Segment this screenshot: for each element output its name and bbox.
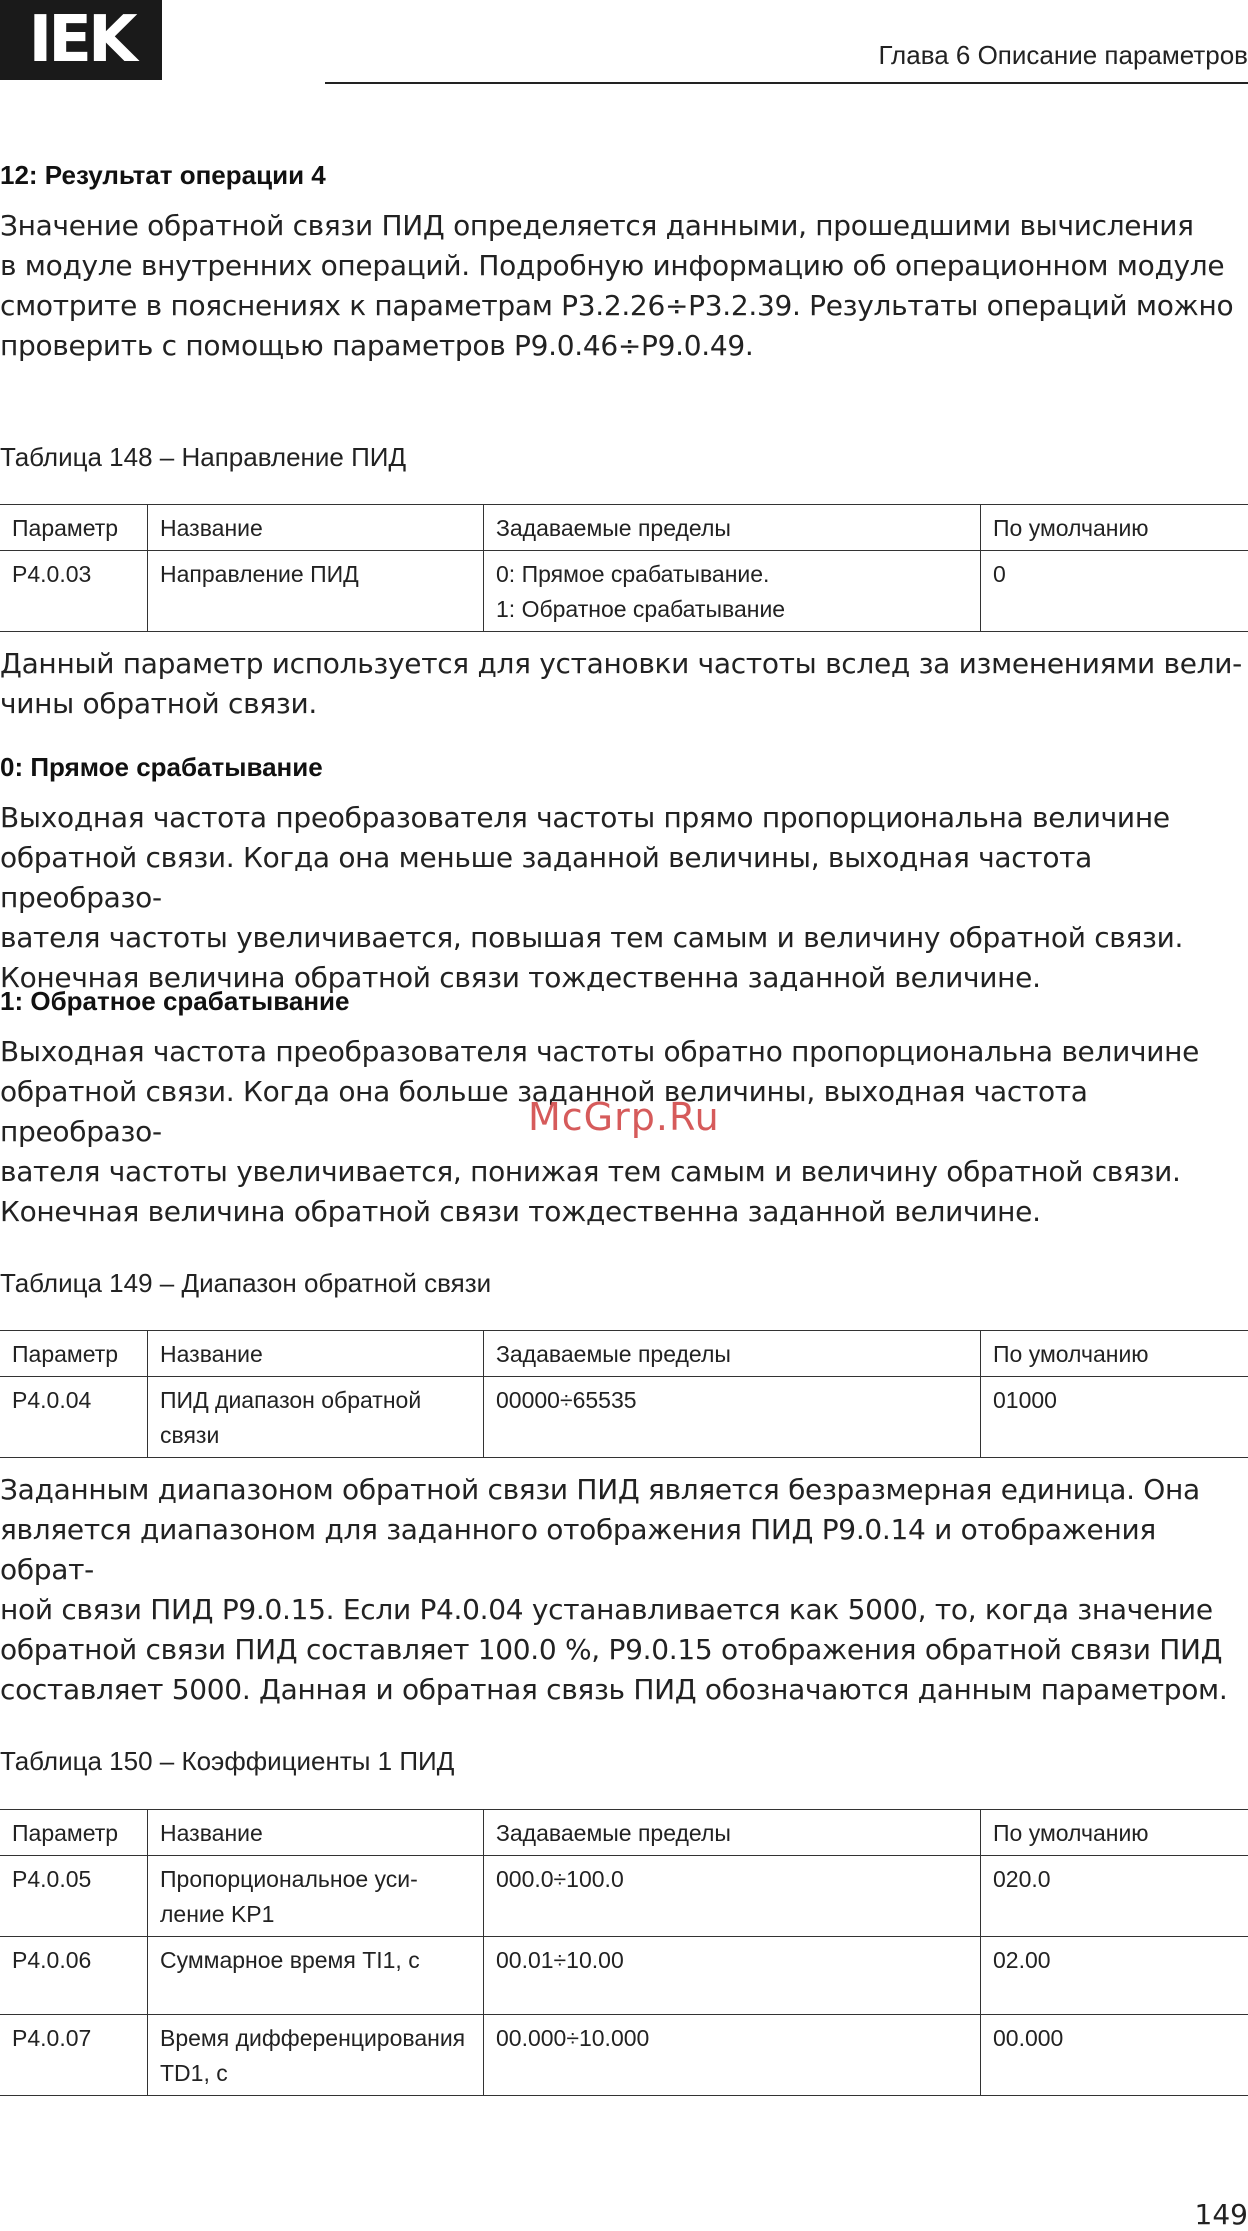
cell-default: 020.0 — [981, 1856, 1248, 1937]
cell-name: ПИД диапазон обратной связи — [148, 1377, 484, 1458]
table-150-caption: Таблица 150 – Коэффициенты 1 ПИД — [0, 1746, 455, 1776]
header-cell: Название — [148, 505, 484, 551]
table-row — [0, 2015, 1248, 2096]
paragraph-after-149 — [0, 1470, 1248, 1710]
text-line: проверить с помощью параметров P9.0.46÷P9.0.49. — [0, 329, 754, 362]
text-line: обратной связи. Когда она меньше заданной величины, выходная частота преобразо- — [0, 841, 1093, 914]
table-149-caption: Таблица 149 – Диапазон обратной связи — [0, 1268, 492, 1298]
page-number: 149 — [1194, 2198, 1248, 2231]
header-cell: Задаваемые пределы — [484, 1331, 981, 1377]
cell-default: 00.000 — [981, 2015, 1248, 2096]
paragraph-result-op4 — [0, 206, 1248, 366]
text-line: является диапазоном для заданного отображения ПИД P9.0.14 и отображения обрат- — [0, 1513, 1156, 1586]
text-line: вателя частоты увеличивается, понижая тем самым и величину обратной связи. — [0, 1155, 1181, 1188]
cell-default: 02.00 — [981, 1937, 1248, 2015]
header-cell: Задаваемые пределы — [484, 1810, 981, 1856]
cell-range: 0: Прямое срабатывание. 1: Обратное срабатывание — [484, 551, 981, 632]
section-heading-result-op4: 12: Результат операции 4 — [0, 160, 326, 190]
text-line: Выходная частота преобразователя частоты прямо пропорциональна величине — [0, 801, 1170, 834]
cell-param: P4.0.07 — [0, 2015, 148, 2096]
header-cell: По умолчанию — [981, 1810, 1248, 1856]
header-cell: Название — [148, 1331, 484, 1377]
cell-param: P4.0.05 — [0, 1856, 148, 1937]
cell-default: 0 — [981, 551, 1248, 632]
cell-param: P4.0.04 — [0, 1377, 148, 1458]
chapter-title: Глава 6 Описание параметров — [878, 40, 1248, 70]
table-148-caption: Таблица 148 – Направление ПИД — [0, 442, 407, 472]
cell-param: P4.0.03 — [0, 551, 148, 632]
paragraph-after-148 — [0, 644, 1248, 724]
text-line: смотрите в пояснениях к параметрам P3.2.26÷P3.2.39. Результаты операций можно — [0, 289, 1234, 322]
cell-param: P4.0.06 — [0, 1937, 148, 2015]
text-line: обратной связи. Когда она больше заданной величины, выходная частота преобразо- — [0, 1075, 1088, 1148]
cell-name: Время дифференцирования TD1, с — [148, 2015, 484, 2096]
cell-range: 00.01÷10.00 — [484, 1937, 981, 2015]
paragraph-direct — [0, 798, 1248, 998]
text-line: вателя частоты увеличивается, повышая тем самым и величину обратной связи. — [0, 921, 1184, 954]
text-line: Данный параметр используется для установки частоты вслед за изменениями вели- — [0, 647, 1242, 680]
text-line: Конечная величина обратной связи тождественна заданной величине. — [0, 1195, 1041, 1228]
table-row — [0, 551, 1248, 632]
text-line: составляет 5000. Данная и обратная связь ПИД обозначаются данным параметром. — [0, 1673, 1228, 1706]
text-line: чины обратной связи. — [0, 687, 317, 720]
text-line: Значение обратной связи ПИД определяется данными, прошедшими вычисления — [0, 209, 1194, 242]
header-cell: По умолчанию — [981, 505, 1248, 551]
text-line: Заданным диапазоном обратной связи ПИД является безразмерная единица. Она — [0, 1473, 1200, 1506]
text-line: в модуле внутренних операций. Подробную информацию об операционном модуле — [0, 249, 1225, 282]
cell-name: Пропорциональное уси- ление KP1 — [148, 1856, 484, 1937]
cell-range: 000.0÷100.0 — [484, 1856, 981, 1937]
table-header-row — [0, 1331, 1248, 1377]
header-cell: Параметр — [0, 1810, 148, 1856]
table-row — [0, 1856, 1248, 1937]
cell-range: 00.000÷10.000 — [484, 2015, 981, 2096]
watermark: McGrp.Ru — [528, 1095, 720, 1139]
header-cell: Название — [148, 1810, 484, 1856]
header-cell: По умолчанию — [981, 1331, 1248, 1377]
table-row — [0, 1377, 1248, 1458]
cell-default: 01000 — [981, 1377, 1248, 1458]
header-cell: Параметр — [0, 1331, 148, 1377]
table-header-row — [0, 1810, 1248, 1856]
table-149 — [0, 1330, 1248, 1458]
text-line: Конечная величина обратной связи тождественна заданной величине. — [0, 961, 1041, 994]
header-rule — [325, 82, 1248, 84]
header-cell: Задаваемые пределы — [484, 505, 981, 551]
header-cell: Параметр — [0, 505, 148, 551]
iek-logo: IEK — [0, 0, 162, 80]
cell-range: 00000÷65535 — [484, 1377, 981, 1458]
table-148 — [0, 504, 1248, 632]
text-line: ной связи ПИД P9.0.15. Если P4.0.04 устанавливается как 5000, то, когда значение — [0, 1593, 1213, 1626]
table-header-row — [0, 505, 1248, 551]
text-line: Выходная частота преобразователя частоты обратно пропорциональна величине — [0, 1035, 1200, 1068]
cell-name: Суммарное время TI1, с — [148, 1937, 484, 2015]
section-heading-reverse: 1: Обратное срабатывание — [0, 986, 350, 1016]
table-row — [0, 1937, 1248, 2015]
section-heading-direct: 0: Прямое срабатывание — [0, 752, 323, 782]
table-150 — [0, 1809, 1248, 2096]
text-line: обратной связи ПИД составляет 100.0 %, P9.0.15 отображения обратной связи ПИД — [0, 1633, 1223, 1666]
cell-name: Направление ПИД — [148, 551, 484, 632]
